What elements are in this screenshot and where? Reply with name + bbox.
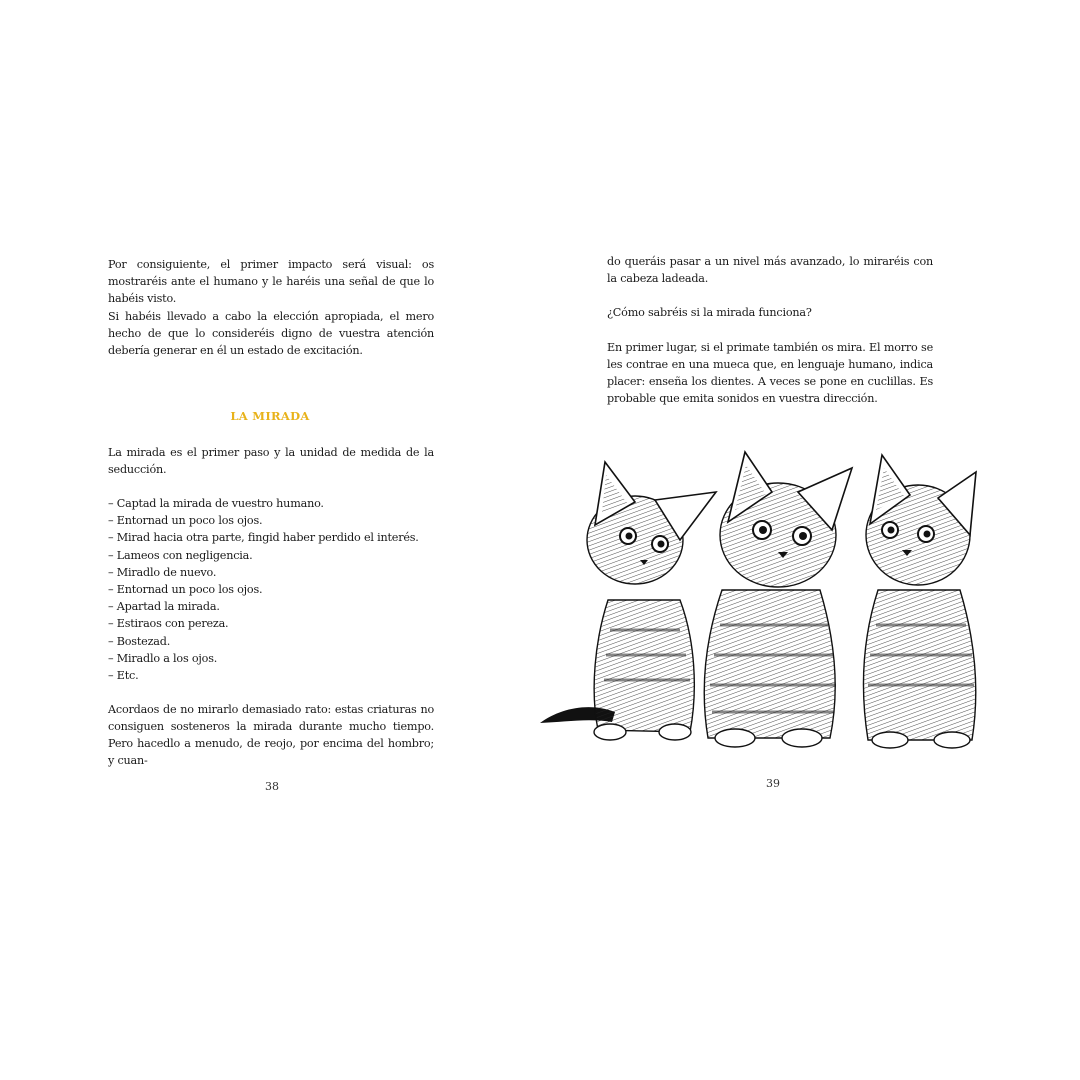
kitten-left [587,462,716,740]
right-paragraph-1: do queráis pasar a un nivel más avanzado, lo miraréis con la cabeza ladeada. [607,255,933,285]
left-paragraph-4: Acordaos de no mirarlo demasiado rato: estas criaturas no consiguen sosteneros la mirada durante mucho tiempo. Pero hacedlo a menudo, de reojo, por encima del hombro; y cuan- [108,703,434,767]
list-item: – Captad la mirada de vuestro humano. [108,497,324,510]
list-item: – Entornad un poco los ojos. [108,514,263,528]
list-item: – Entornad un poco los ojos. [108,583,263,597]
kitten-middle [704,452,852,747]
list-item: – Etc. [108,669,139,683]
list-item: – Mirad hacia otra parte, fingid haber perdido el interés. [108,531,419,545]
page-number-right: 39 [766,777,780,790]
section-title: LA MIRADA [230,409,310,423]
list-item: – Miradlo de nuevo. [108,565,217,579]
right-paragraph-2: ¿Cómo sabréis si la mirada funciona? [607,306,812,319]
right-page [540,0,1080,1080]
left-paragraph-3: La mirada es el primer paso y la unidad de medida de la seducción. [108,446,434,476]
list-item: – Lameos con negligencia. [108,548,253,562]
list-item: – Bostezad. [108,634,171,648]
steps-list [108,495,419,684]
list-item: – Miradlo a los ojos. [108,651,218,665]
kitten-right [863,455,976,748]
three-kittens-illustration [540,440,1080,760]
left-paragraph-1: Por consiguiente, el primer impacto será visual: os mostraréis ante el humano y le haréis una señal de que lo habéis visto. [108,258,434,305]
right-paragraph-3: En primer lugar, si el primate también os mira. El morro se les contrae en una mueca que, en lenguaje humano, indica placer: enseña los dientes. A veces se pone en cuclillas. Es probable que emita sonidos en vuestra dirección. [607,341,933,405]
list-item: – Estiraos con pereza. [108,617,229,631]
page-number-left: 38 [265,780,279,793]
list-item: – Apartad la mirada. [108,600,220,614]
left-paragraph-2: Si habéis llevado a cabo la elección apropiada, el mero hecho de que lo consideréis digno de vuestra atención debería generar en él un estado de excitación. [108,310,434,357]
